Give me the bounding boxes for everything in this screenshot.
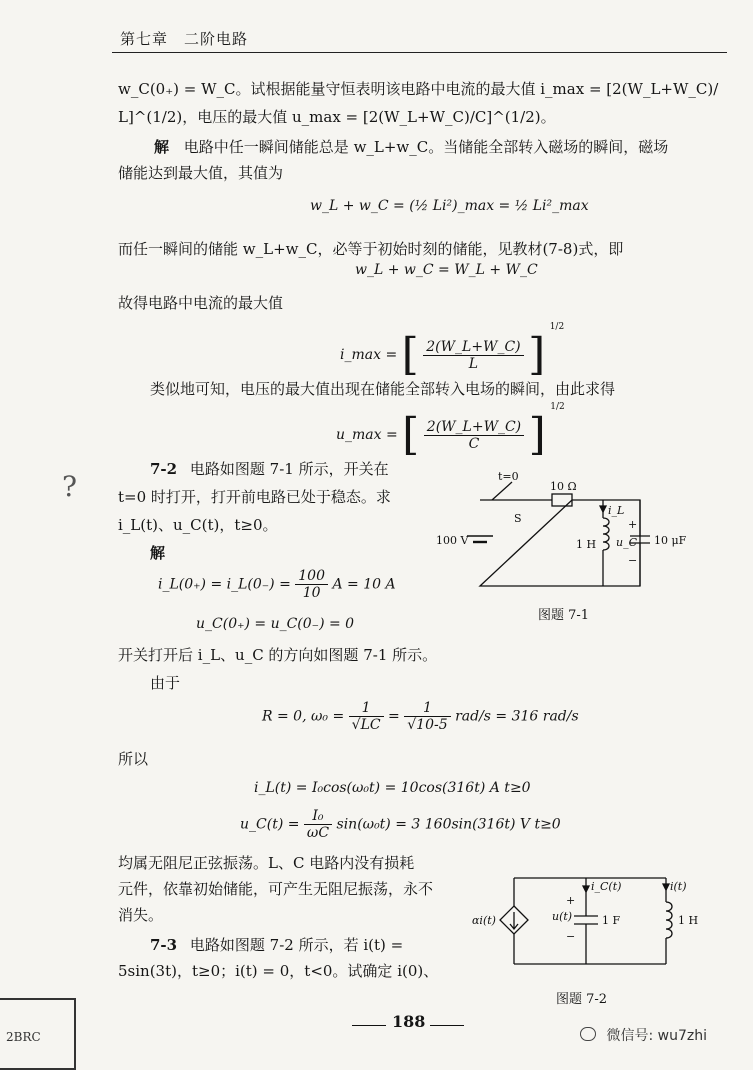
cap-current-label: i_C(t) bbox=[591, 880, 622, 893]
fraction bbox=[404, 700, 450, 733]
text-line: 由于 bbox=[150, 674, 181, 692]
inductor-label: 1 H bbox=[678, 914, 699, 927]
text-span: 电路如图题 7-1 所示，开关在 bbox=[189, 460, 389, 478]
fraction bbox=[349, 700, 384, 733]
text-line: 而任一瞬间的储能 w_L+w_C，必等于初始时刻的储能，见教材(7-8)式，即 bbox=[118, 240, 624, 258]
plus-sign: + bbox=[628, 518, 638, 531]
current-arrow-icon bbox=[663, 884, 669, 890]
minus-sign: − bbox=[566, 930, 576, 943]
wire bbox=[514, 878, 666, 964]
inductor-symbol bbox=[603, 518, 609, 550]
inductor-label: 1 H bbox=[576, 538, 597, 551]
page-number: 188 bbox=[392, 1012, 426, 1031]
text-line: 类似地可知，电压的最大值出现在储能全部转入电场的瞬间，由此求得 bbox=[150, 380, 616, 398]
plus-sign: + bbox=[566, 894, 576, 907]
bracket: ] bbox=[528, 409, 546, 460]
switch-label: S bbox=[514, 512, 522, 525]
equation-imax bbox=[340, 322, 565, 380]
text-line: 所以 bbox=[118, 750, 149, 768]
exponent: 1/2 bbox=[550, 402, 565, 412]
resistor-symbol bbox=[552, 494, 572, 506]
numerator: 1 bbox=[349, 700, 384, 717]
bracket: [ bbox=[401, 329, 419, 380]
equals: = bbox=[388, 708, 400, 725]
numerator: I₀ bbox=[304, 808, 332, 825]
denominator: ωC bbox=[306, 825, 330, 841]
solution-label: 解 bbox=[150, 544, 166, 562]
page-rule bbox=[430, 1025, 464, 1026]
voltage-label: u(t) bbox=[552, 910, 573, 923]
current-label: i(t) bbox=[670, 880, 687, 893]
denominator: √LC bbox=[351, 717, 381, 733]
minus-sign: − bbox=[628, 554, 638, 567]
equation bbox=[240, 808, 561, 841]
eq-lhs: u_C(t) = bbox=[240, 816, 300, 833]
current-label: i_L bbox=[608, 504, 625, 517]
text-line bbox=[150, 932, 403, 958]
text-line: 故得电路中电流的最大值 bbox=[118, 294, 284, 312]
current-arrow-icon bbox=[600, 506, 606, 512]
battery-gap bbox=[472, 528, 488, 532]
numerator: 2(W_L+W_C) bbox=[423, 339, 523, 356]
running-header: 第七章 二阶电路 bbox=[120, 30, 249, 48]
text-span: 电路中任一瞬间储能总是 w_L+w_C。当储能全部转入磁场的瞬间，磁场 bbox=[183, 138, 669, 156]
text-line: 元件，依靠初始储能，可产生无阻尼振荡，永不 bbox=[118, 880, 434, 898]
eq-rhs: rad/s = 316 rad/s bbox=[455, 708, 579, 725]
equation-omega bbox=[262, 700, 579, 733]
denominator: C bbox=[468, 435, 480, 452]
chat-bubble-icon bbox=[580, 1027, 596, 1041]
text-line: L]^(1/2)，电压的最大值 u_max = [2(W_L+W_C)/C]^(1/2)。 bbox=[118, 108, 556, 126]
numerator: 2(W_L+W_C) bbox=[424, 419, 524, 436]
text-line: 开关打开后 i_L、u_C 的方向如图题 7-1 所示。 bbox=[118, 646, 438, 664]
text-line: 均属无阻尼正弦振荡。L、C 电路内没有损耗 bbox=[118, 854, 415, 872]
text-line bbox=[150, 456, 389, 482]
equation: w_L + w_C = (½ Li²)_max = ½ Li²_max bbox=[310, 198, 589, 214]
eq-lhs: R = 0, ω₀ = bbox=[262, 708, 345, 725]
equation bbox=[158, 568, 396, 601]
text-line: i_L(t)、u_C(t)，t≥0。 bbox=[118, 516, 278, 534]
equation: u_C(0₊) = u_C(0₋) = 0 bbox=[196, 616, 355, 632]
watermark-text: 微信号: wu7zhi bbox=[606, 1028, 707, 1044]
denominator: 10 bbox=[302, 585, 321, 601]
exponent: 1/2 bbox=[549, 322, 565, 332]
dependent-source-label: αi(t) bbox=[472, 914, 496, 927]
handwritten-mark: ? bbox=[62, 470, 78, 503]
current-arrow-icon bbox=[583, 886, 589, 892]
capacitor-label: 10 μF bbox=[654, 534, 687, 547]
eq-rhs: sin(ω₀t) = 3 160sin(316t) V t≥0 bbox=[336, 816, 561, 833]
fraction bbox=[304, 808, 332, 841]
fraction bbox=[295, 568, 328, 601]
fraction bbox=[424, 419, 524, 452]
numerator: 1 bbox=[404, 700, 450, 717]
equation-umax bbox=[336, 402, 565, 460]
eq-lhs: i_L(0₊) = i_L(0₋) = bbox=[158, 576, 291, 593]
bracket: ] bbox=[528, 329, 546, 380]
capacitor-label: 1 F bbox=[602, 914, 621, 927]
circuit-figure-7-2 bbox=[470, 868, 710, 978]
denominator: √10-5 bbox=[407, 717, 448, 733]
text-line bbox=[118, 134, 668, 160]
wechat-watermark bbox=[580, 1025, 707, 1045]
figure-caption: 图题 7-1 bbox=[538, 608, 590, 623]
denominator: L bbox=[468, 355, 479, 372]
text-span: 电路如图题 7-2 所示，若 i(t) = bbox=[189, 936, 404, 954]
text-line: 消失。 bbox=[118, 906, 164, 924]
fraction bbox=[423, 339, 523, 372]
switch-blade bbox=[492, 482, 512, 500]
circuit-figure-7-1 bbox=[432, 468, 722, 598]
figure-caption: 图题 7-2 bbox=[556, 992, 608, 1007]
solution-label: 解 bbox=[154, 138, 170, 156]
equation: w_L + w_C = W_L + W_C bbox=[355, 262, 538, 278]
stamp-text: 2BRC bbox=[6, 1030, 41, 1044]
voltage-label: u_C bbox=[616, 536, 638, 549]
page-rule bbox=[352, 1025, 386, 1026]
numerator: 100 bbox=[295, 568, 328, 585]
inductor-symbol bbox=[666, 902, 672, 938]
bracket: [ bbox=[402, 409, 420, 460]
switch-time-label: t=0 bbox=[498, 470, 519, 483]
source-arrow-icon bbox=[510, 912, 518, 929]
problem-number: 7-2 bbox=[150, 460, 178, 478]
text-line: t=0 时打开，打开前电路已处于稳态。求 bbox=[118, 488, 391, 506]
text-line: w_C(0₊) = W_C。试根据能量守恒表明该电路中电流的最大值 i_max = [2(W_L+W_C)/ bbox=[118, 80, 719, 98]
header-rule bbox=[112, 52, 727, 53]
source-label: 100 V bbox=[436, 534, 469, 547]
text-line: 5sin(3t)，t≥0；i(t) = 0，t<0。试确定 i(0)、 bbox=[118, 962, 439, 980]
equation: i_L(t) = I₀cos(ω₀t) = 10cos(316t) A t≥0 bbox=[254, 780, 531, 796]
eq-lhs: u_max = bbox=[336, 427, 398, 443]
eq-lhs: i_max = bbox=[340, 347, 398, 363]
text-line: 储能达到最大值，其值为 bbox=[118, 164, 284, 182]
eq-rhs: A = 10 A bbox=[332, 576, 396, 593]
problem-number: 7-3 bbox=[150, 936, 178, 954]
resistor-label: 10 Ω bbox=[550, 480, 577, 493]
